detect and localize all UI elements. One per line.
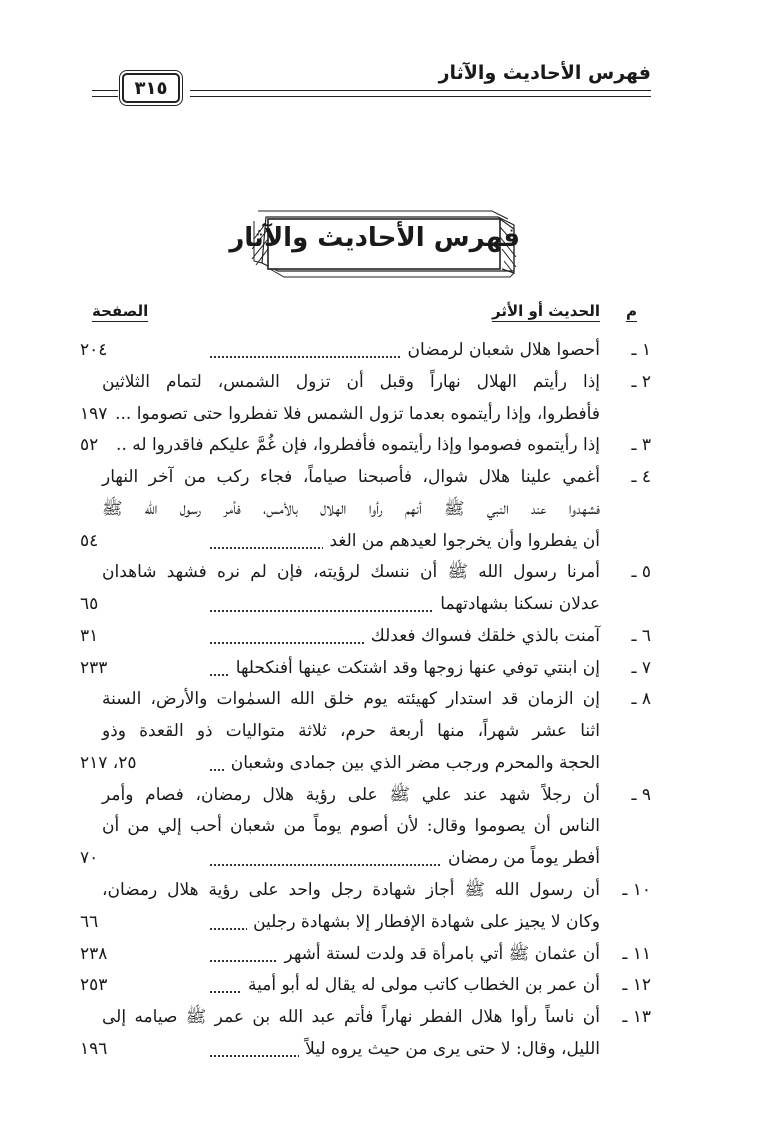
- entry-line: [0, 842, 763, 874]
- entry-page-number: ٥٤: [80, 531, 99, 551]
- entry-line: [0, 779, 763, 811]
- entry-line: [0, 429, 763, 461]
- entry-text: أن ناساً رأوا هلال الفطر نهاراً فأتم عبد الله بن عمر ﷺ صيامه إلى: [102, 1007, 600, 1027]
- entry-number: ١٠ ـ: [622, 880, 651, 900]
- entry-number: ٤ ـ: [631, 467, 651, 487]
- entry-line: [0, 588, 763, 620]
- entry-text: فأفطروا، وإذا رأيتموه بعدما تزول الشمس فلا تفطروا حتى تصوموا ...: [210, 398, 600, 430]
- entry-page-number: ١٩٦: [80, 1039, 108, 1059]
- entry-line: [0, 461, 763, 493]
- entry-line: [0, 525, 763, 557]
- column-header-hadith: الحديث أو الأثر: [492, 302, 600, 320]
- entry-line: [0, 398, 763, 430]
- entry-number: ١١ ـ: [622, 944, 651, 964]
- banner-title: فهرس الأحاديث والآثار: [229, 223, 520, 253]
- entry-text: أفطر يوماً من رمضان: [210, 842, 600, 874]
- entry-line: [0, 556, 763, 588]
- entry-text: أن عثمان ﷺ أتي بامرأة قد ولدت لستة أشهر: [210, 938, 600, 970]
- entry-number: ١٢ ـ: [622, 975, 651, 995]
- entry-text: إن الزمان قد استدار كهيئته يوم خلق الله السمٰوات والأرض، السنة: [102, 689, 600, 709]
- entry-line: [0, 938, 763, 970]
- entry-text: إذا رأيتموه فصوموا وإذا رأيتموه فأفطروا، فإن غُمَّ عليكم فاقدروا له ..: [210, 429, 600, 461]
- title-banner: [229, 203, 520, 281]
- column-header-number: م: [626, 302, 637, 320]
- entry-text: أن رسول الله ﷺ أجاز شهادة رجل واحد على رؤية هلال رمضان،: [102, 880, 600, 900]
- entry-line: [0, 1001, 763, 1033]
- entry-text: إن ابنتي توفي عنها زوجها وقد اشتكت عينها أفنكحلها: [210, 652, 600, 684]
- entry-text: آمنت بالذي خلقك فسواك فعدلك: [210, 620, 600, 652]
- entry-page-number: ١٩٧: [80, 404, 108, 424]
- header-double-rule: [190, 90, 651, 97]
- entry-line: [0, 493, 763, 525]
- entry-page-number: ٢٥٣: [80, 975, 108, 995]
- entry-number: ١ ـ: [631, 340, 651, 360]
- entry-number: ٨ ـ: [631, 689, 651, 709]
- entry-number: ٦ ـ: [631, 626, 651, 646]
- entry-page-number: ٥٢: [80, 435, 99, 455]
- entry-line: [0, 969, 763, 1001]
- entry-page-number: ٢٣٨: [80, 944, 108, 964]
- entry-number: ١٣ ـ: [622, 1007, 651, 1027]
- entry-page-number: ٢٥، ٢١٧: [80, 753, 137, 773]
- entry-text: أن يفطروا وأن يخرجوا لعيدهم من الغد: [210, 525, 600, 557]
- entry-number: ٥ ـ: [631, 562, 651, 582]
- entry-number: ٢ ـ: [631, 372, 651, 392]
- running-header-title: فهرس الأحاديث والآثار: [438, 62, 651, 84]
- entry-number: ٣ ـ: [631, 435, 651, 455]
- entry-text: أن رجلاً شهد عند علي ﷺ على رؤية هلال رمضان، فصام وأمر: [102, 785, 600, 805]
- entry-line: [0, 906, 763, 938]
- entry-text: أغمي علينا هلال شوال، فأصبحنا صياماً، فجاء ركب من آخر النهار: [102, 467, 600, 487]
- entry-text: أمرنا رسول الله ﷺ أن ننسك لرؤيته، فإن لم نره فشهد شاهدان: [102, 562, 600, 582]
- entry-text: أحصوا هلال شعبان لرمضان: [210, 334, 600, 366]
- entry-page-number: ٧٠: [80, 848, 99, 868]
- entry-text: اثنا عشر شهراً، منها أربعة حرم، ثلاثة متواليات ذو القعدة وذو: [102, 721, 600, 741]
- entry-page-number: ٦٥: [80, 594, 99, 614]
- entry-text: عدلان نسكنا بشهادتهما: [210, 588, 600, 620]
- entry-text: إذا رأيتم الهلال نهاراً وقبل أن تزول الشمس، لتمام الثلاثين: [102, 372, 600, 392]
- entry-line: [0, 810, 763, 842]
- entry-line: [0, 652, 763, 684]
- entry-text: الليل، وقال: لا حتى يرى من حيث يروه ليلاً: [210, 1033, 600, 1065]
- entry-number: ٧ ـ: [631, 658, 651, 678]
- entry-line: [0, 620, 763, 652]
- entry-text: الحجة والمحرم ورجب مضر الذي بين جمادى وشعبان: [210, 747, 600, 779]
- entry-line: [0, 1033, 763, 1065]
- entry-line: [0, 874, 763, 906]
- header-short-rule: [92, 90, 118, 97]
- entry-page-number: ٣١: [80, 626, 99, 646]
- entry-page-number: ٦٦: [80, 912, 99, 932]
- entry-text: الناس أن يصوموا وقال: لأن أصوم يوماً من شعبان أحب إلي من أن: [102, 816, 600, 836]
- column-header-page: الصفحة: [92, 302, 149, 320]
- entry-line: [0, 334, 763, 366]
- entry-page-number: ٢٣٣: [80, 658, 108, 678]
- entry-line: [0, 747, 763, 779]
- entry-line: [0, 715, 763, 747]
- entry-number: ٩ ـ: [631, 785, 651, 805]
- running-header: [92, 60, 651, 100]
- entry-text: فشهدوا عند النبي ﷺ أنهم رأوا الهلال بالأمس، فأمر رسول الله ﷺ: [102, 499, 600, 519]
- entry-line: [0, 366, 763, 398]
- entry-text: أن عمر بن الخطاب كاتب مولى له يقال له أبو أمية: [210, 969, 600, 1001]
- entry-line: [0, 683, 763, 715]
- page-number: ٣١٥: [122, 73, 180, 103]
- entry-text: وكان لا يجيز على شهادة الإفطار إلا بشهادة رجلين: [210, 906, 600, 938]
- entry-page-number: ٢٠٤: [80, 340, 108, 360]
